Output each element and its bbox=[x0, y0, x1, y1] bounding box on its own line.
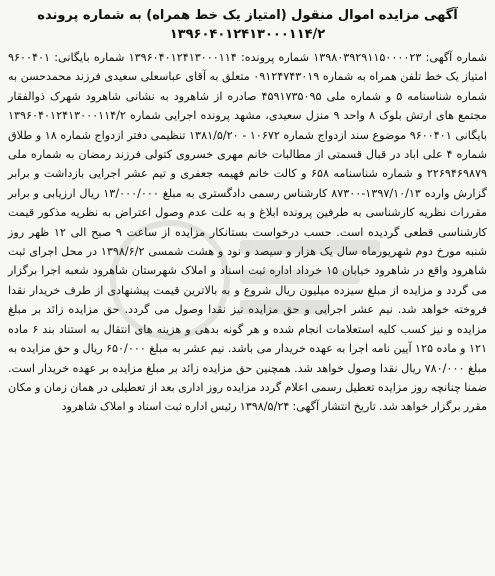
case-number-line: ۱۳۹۶۰۴۰۱۲۴۱۳۰۰۰۱۱۴/۲ bbox=[169, 27, 326, 42]
notice-title: آگهی مزایده اموال منقول (امتیاز یک خط همراه) به شماره پرونده bbox=[37, 8, 458, 23]
notice-body: شماره آگهی: ۱۳۹۸۰۳۹۲۹۱۱۵۰۰۰۰۲۳ شماره پرونده: ۱۳۹۶۰۴۰۱۲۴۱۳۰۰۰۱۱۴ شماره بایگانی: ۹۶۰۰۴۰۱ امتیاز یک خط تلفن همراه به شماره ۰۹۱۲۴۷۴۳۰۱۹ متعلق به آقای عباسعلی سعیدی فرزند محمدحسن به شماره شناسنامه ۵ و شماره ملی ۴۵۹۱۷۳۵۰۹۵ صادره از شاهرود به نشانی شاهرود شهرک ذوالفقار مجتمع های ارتش بلوک ۸ واحد ۹ منزل سعیدی، مشهد پرونده اجرایی شماره ۱۳۹۶۰۴۰۱۲۴۱۳۰۰۰۱۱۴/۲ بایگانی ۹۶۰۰۴۰۱ موضوع سند ازدواج شماره ۱۰۶۷۲ - ۱۳۸۱/۵/۲۰ تنظیمی دفتر ازدواج شماره ۱۸ و طلاق شماره ۴ علی اباد در قبال قسمتی از مطالبات خانم مهری خسروی کتولی فرزند رمضان به شماره ملی ۲۲۶۹۴۶۹۸۷۹ و شماره شناسنامه ۶۵۸ و کالت خانم فهیمه جعفری و تیم عشر اجرایی بازداشت و برابر گزارش وارده ۱۳۹۷/۱۰/۱۳-۸۷۳۰۰ کارشناس رسمی دادگستری به مبلغ ۱۳/۰۰۰/۰۰۰ ریال ارزیابی و برابر مقررات نظریه کارشناسی به طرفین پرونده ابلاغ و به علت عدم وصول اعتراض به نظریه مذکور قیمت کارشناسی قطعی گردیده است. حسب درخواست بستانکار مزایده از ساعت ۹ صبح الی ۱۲ ظهر روز شنبه مورخ دوم شهریورماه سال یک هزار و سیصد و نود و هشت شمسی ۱۳۹۸/۶/۲ در محل اجرای ثبت شاهرود واقع در شاهرود خیابان ۱۵ خرداد اداره ثبت اسناد و املاک شهرستان شاهرود شعبه اجرا برگزار می گردد و مزایده از مبلغ سیزده میلیون ریال شروع و به بالاترین قیمت پیشنهادی از طرف خریدار نقدا فروخته خواهد شد. نیم عشر اجرایی و حق مزایده نیز نقدا وصول می گردد. حق مزایده زائد بر مبلغ مزایده و نیز کسب کلیه استعلامات انجام شده و هر گونه بدهی و هزینه های انتقال به استناد بند ۶ ماده ۱۲۱ و ماده ۱۲۵ آیین نامه اجرا به عهده خریدار می باشد. نیم عشر به مبلغ ۶۵۰/۰۰۰ ریال و حق مزایده به مبلغ ۷۸۰/۰۰۰ ریال نقدا وصول خواهد شد. همچنین حق مزایده زائد بر مبلغ مزایده بر عهده خریدار است. ضمنا چنانچه روز مزایده تعطیل رسمی اعلام گردد مزایده روز اداری بعد از تعطیلی در همان زمان و مکان مقرر برگزار خواهد شد. تاریخ انتشار آگهی: ۱۳۹۸/۵/۲۴ رئیس اداره ثبت اسناد و املاک شاهرود bbox=[8, 51, 488, 414]
